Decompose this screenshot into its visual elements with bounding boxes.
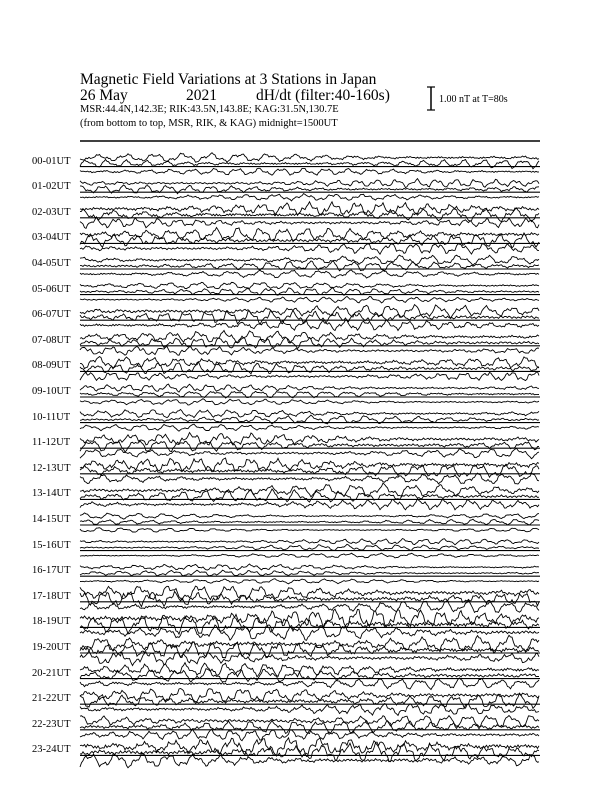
row-label: 02-03UT (32, 206, 71, 218)
trace-rik (80, 738, 539, 756)
trace-rik (80, 483, 539, 497)
trace-kag (80, 553, 539, 558)
trace-kag (80, 168, 539, 175)
row-label: 21-22UT (32, 693, 71, 705)
chart-date: 26 May (80, 87, 128, 104)
trace-rik (80, 153, 539, 163)
row-label: 23-24UT (32, 744, 71, 756)
trace-rik (80, 716, 539, 729)
trace-kag (80, 194, 539, 201)
trace-rik (80, 663, 539, 677)
trace-rik (80, 609, 539, 628)
trace-kag (80, 399, 539, 405)
row-label: 05-06UT (32, 283, 71, 295)
order-line: (from bottom to top, MSR, RIK, & KAG) midnight=1500UT (80, 118, 338, 129)
trace-msr (80, 669, 539, 683)
row-label: 01-02UT (32, 181, 71, 193)
trace-kag (80, 448, 539, 458)
chart-title: Magnetic Field Variations at 3 Stations in Japan (80, 71, 377, 88)
trace-rik (80, 433, 539, 446)
row-label: 16-17UT (32, 565, 71, 577)
trace-kag (80, 296, 539, 303)
row-label: 07-08UT (32, 334, 71, 346)
row-label: 00-01UT (32, 155, 71, 167)
row-label: 14-15UT (32, 514, 71, 525)
trace-rik (80, 564, 539, 570)
trace-kag (80, 528, 539, 532)
scale-bar-label: 1.00 nT at T=80s (439, 94, 508, 105)
trace-kag (80, 678, 539, 690)
trace-kag (80, 346, 539, 355)
row-label: 15-16UT (32, 539, 71, 551)
trace-msr (80, 208, 539, 222)
row-label: 08-09UT (32, 360, 71, 372)
trace-rik (80, 539, 539, 545)
trace-kag (80, 372, 539, 381)
trace-kag (80, 729, 539, 741)
row-label: 18-19UT (32, 616, 71, 628)
row-label: 10-11UT (32, 411, 71, 423)
row-label: 12-13UT (32, 462, 71, 474)
trace-msr (80, 519, 539, 525)
row-label: 06-07UT (32, 309, 71, 321)
row-label: 09-10UT (32, 386, 71, 397)
trace-kag (80, 424, 539, 431)
row-label: 19-20UT (32, 642, 71, 653)
trace-rik (80, 635, 539, 653)
trace-rik (80, 331, 539, 343)
trace-rik (80, 513, 539, 519)
trace-rik (80, 202, 539, 216)
trace-kag (80, 270, 539, 278)
trace-msr (80, 570, 539, 576)
trace-rik (80, 384, 539, 392)
trace-kag (80, 704, 539, 716)
chart-quantity: dH/dt (filter:40-160s) (256, 87, 390, 104)
trace-kag (80, 499, 539, 510)
row-label: 13-14UT (32, 488, 71, 500)
stations-line: MSR:44.4N,142.3E; RIK:43.5N,143.8E; KAG:31.5N,130.7E (80, 104, 339, 115)
trace-rik (80, 282, 539, 289)
trace-msr (80, 160, 539, 169)
row-label: 22-23UT (32, 718, 71, 730)
trace-msr (80, 544, 539, 550)
trace-rik (80, 255, 539, 265)
trace-rik (80, 357, 539, 369)
row-label: 03-04UT (32, 232, 71, 244)
row-label: 20-21UT (32, 667, 71, 679)
trace-msr (80, 337, 539, 348)
trace-kag (80, 320, 539, 331)
trace-kag (80, 244, 539, 255)
row-label: 11-12UT (32, 437, 71, 449)
trace-msr (80, 465, 539, 477)
trace-msr (80, 489, 539, 502)
trace-kag (80, 473, 539, 484)
trace-kag (80, 217, 539, 229)
trace-kag (80, 579, 539, 584)
row-label: 17-18UT (32, 590, 71, 602)
row-label: 04-05UT (32, 258, 71, 269)
chart-year: 2021 (186, 87, 217, 104)
